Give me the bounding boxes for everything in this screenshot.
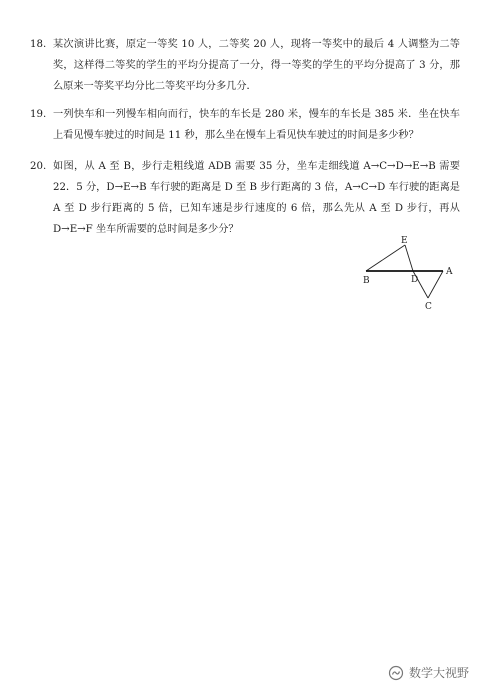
label-c: C xyxy=(425,302,432,312)
label-a: A xyxy=(446,267,453,277)
problem-18 xyxy=(30,34,460,97)
wechat-channel-icon xyxy=(388,665,404,681)
problem-text: 如图，从 A 至 B，步行走粗线道 ADB 需要 35 分，坐车走细线道 A→C→D→E→B 需要 22．5 分，D→E→B 车行驶的距离是 D 至 B 步行距离的 3 倍，A→C→D 车行驶的距离是 A 至 D 步行距离的 5 倍，已知车速是步行速度的 6 倍，那么先从 A 至 D 步行，再从 D→E→F 坐车所需要的总时间是多少分？ xyxy=(53,161,460,235)
segment-ac xyxy=(428,271,443,298)
problem-20 xyxy=(30,156,460,240)
label-b: B xyxy=(363,276,370,286)
segment-de xyxy=(405,245,413,271)
problem-text: 一列快车和一列慢车相向而行，快车的车长是 280 米，慢车的车长是 385 米．坐在快车上看见慢车驶过的时间是 11 秒，那么坐在慢车上看见快车驶过的时间是多少秒？ xyxy=(53,109,460,141)
label-e: E xyxy=(401,236,408,246)
problem-number: 20. xyxy=(30,161,47,172)
problem-number: 19. xyxy=(30,109,47,120)
watermark xyxy=(388,664,469,681)
route-diagram xyxy=(355,232,465,314)
segment-eb xyxy=(366,245,405,271)
problem-19 xyxy=(30,104,460,146)
problem-number: 18. xyxy=(30,39,47,50)
label-d: D xyxy=(411,275,419,285)
problem-text: 某次演讲比赛，原定一等奖 10 人，二等奖 20 人，现将一等奖中的最后 4 人调整为二等奖，这样得二等奖的学生的平均分提高了一分，得一等奖的学生的平均分提高了 3 分，那么原来一等奖平均分比二等奖平均分多几分． xyxy=(53,39,460,92)
watermark-text: 数学大视野 xyxy=(408,666,469,680)
